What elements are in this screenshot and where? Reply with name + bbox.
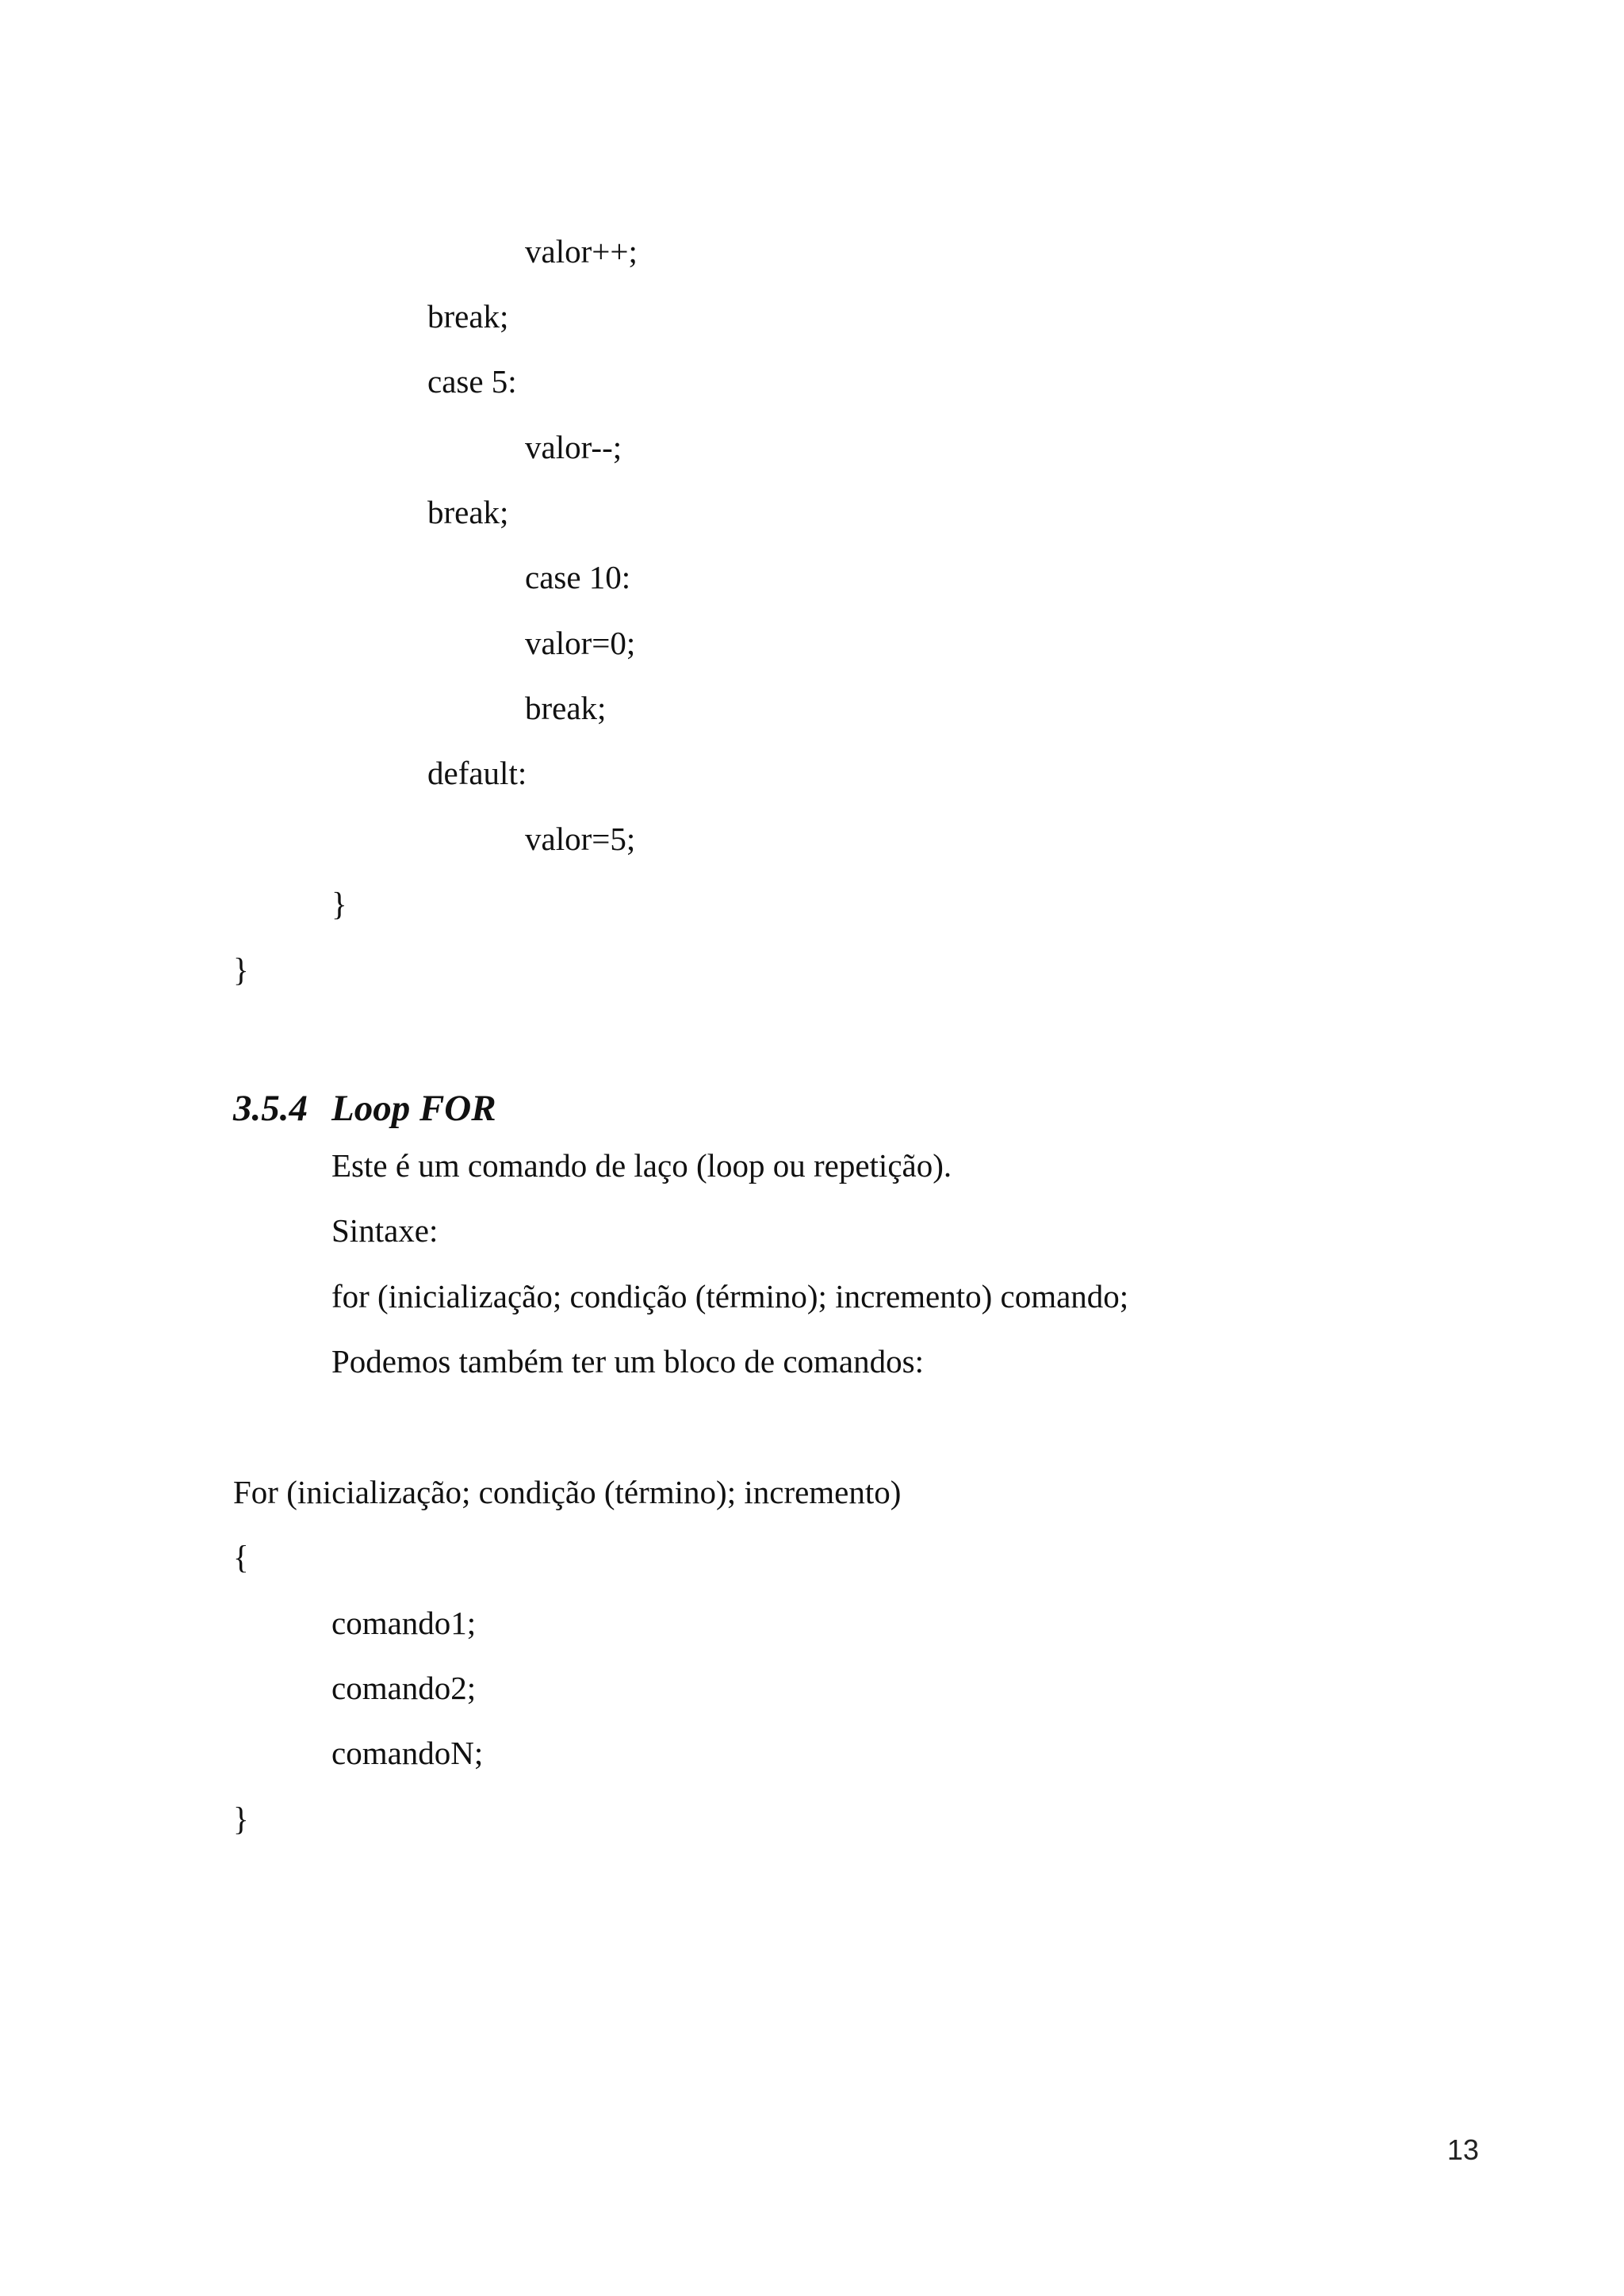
code-line: default: xyxy=(427,755,527,791)
code-line: valor++; xyxy=(525,233,638,270)
code-line: valor--; xyxy=(525,429,622,465)
code-line: break; xyxy=(525,690,607,726)
paragraph: Sintaxe: xyxy=(331,1212,439,1249)
closing-brace: } xyxy=(331,886,347,922)
section-number: 3.5.4 xyxy=(233,1088,308,1129)
paragraph: for (inicialização; condição (término); incremento) comando; xyxy=(331,1278,1129,1314)
page-number: 13 xyxy=(1447,2133,1480,2166)
code-line: valor=0; xyxy=(525,625,636,661)
code-line: break; xyxy=(427,298,509,335)
section-title: Loop FOR xyxy=(331,1088,496,1129)
closing-brace: } xyxy=(233,951,249,988)
code-line: comando2; xyxy=(331,1670,477,1706)
section-heading xyxy=(233,1086,496,1131)
code-line: break; xyxy=(427,494,509,530)
code-line: case 5: xyxy=(427,363,517,400)
closing-brace: } xyxy=(233,1800,249,1837)
code-line: valor=5; xyxy=(525,821,636,857)
code-line: case 10: xyxy=(525,559,631,595)
code-line: comando1; xyxy=(331,1605,477,1641)
opening-brace: { xyxy=(233,1539,249,1575)
code-line: comandoN; xyxy=(331,1735,484,1771)
code-line: For (inicialização; condição (término); incremento) xyxy=(233,1474,902,1510)
paragraph: Este é um comando de laço (loop ou repetição). xyxy=(331,1147,952,1184)
paragraph: Podemos também ter um bloco de comandos: xyxy=(331,1343,924,1380)
